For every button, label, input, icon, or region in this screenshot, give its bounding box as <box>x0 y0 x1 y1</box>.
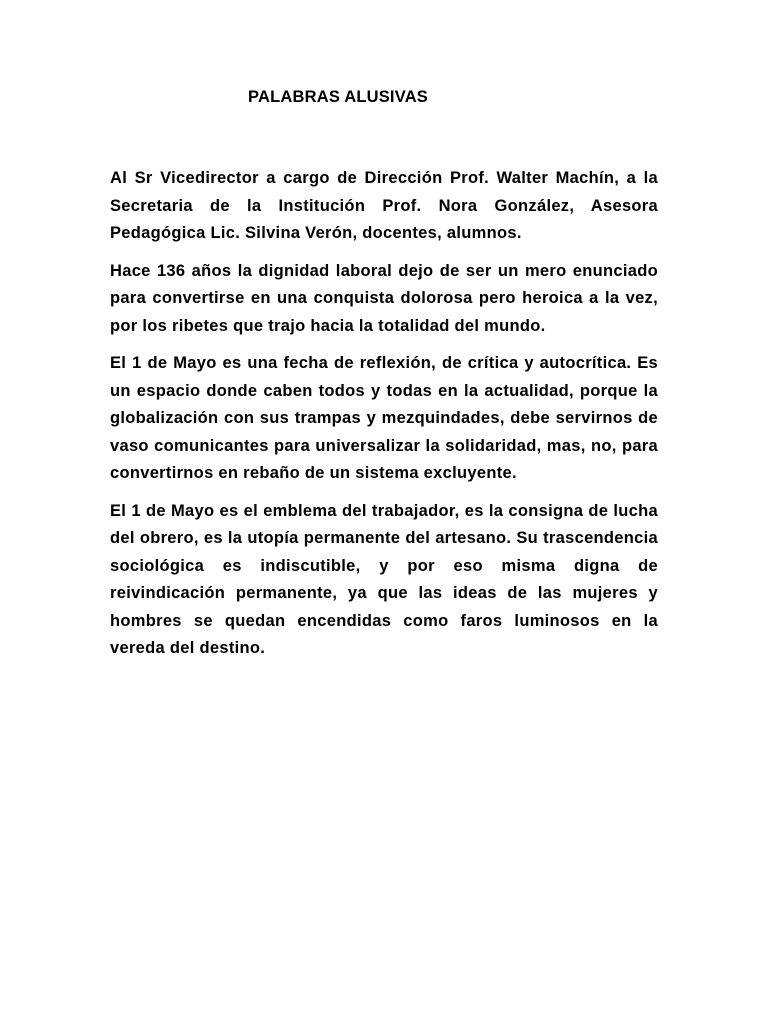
document-title: PALABRAS ALUSIVAS <box>248 88 429 106</box>
paragraph-greeting: Al Sr Vicedirector a cargo de Dirección Prof. Walter Machín, a la Secretaria de la Institución Prof. Nora González, Asesora Pedagógica Lic. Silvina Verón, docentes, alumnos. <box>110 169 658 242</box>
paragraph-history: Hace 136 años la dignidad laboral dejo de ser un mero enunciado para convertirse en una conquista dolorosa pero heroica a la vez, por los ribetes que trajo hacia la totalidad del mundo. <box>110 261 658 335</box>
paragraph-emblem: El 1 de Mayo es el emblema del trabajador, es la consigna de lucha del obrero, es la utopía permanente del artesano. Su trascendencia sociológica es indiscutible, y por eso misma digna de reivindicación permanente, ya que las ideas de las mujeres y hombres se quedan encendidas como faros luminosos en la vereda del destino. <box>110 501 658 657</box>
paragraph-reflection: El 1 de Mayo es una fecha de reflexión, de crítica y autocrítica. Es un espacio donde caben todos y todas en la actualidad, porque la globalización con sus trampas y mezquindades, debe servirnos de vaso comunicantes para universalizar la solidaridad, mas, no, para convertirnos en rebaño de un sistema excluyente. <box>110 354 658 482</box>
document-body <box>110 165 658 673</box>
